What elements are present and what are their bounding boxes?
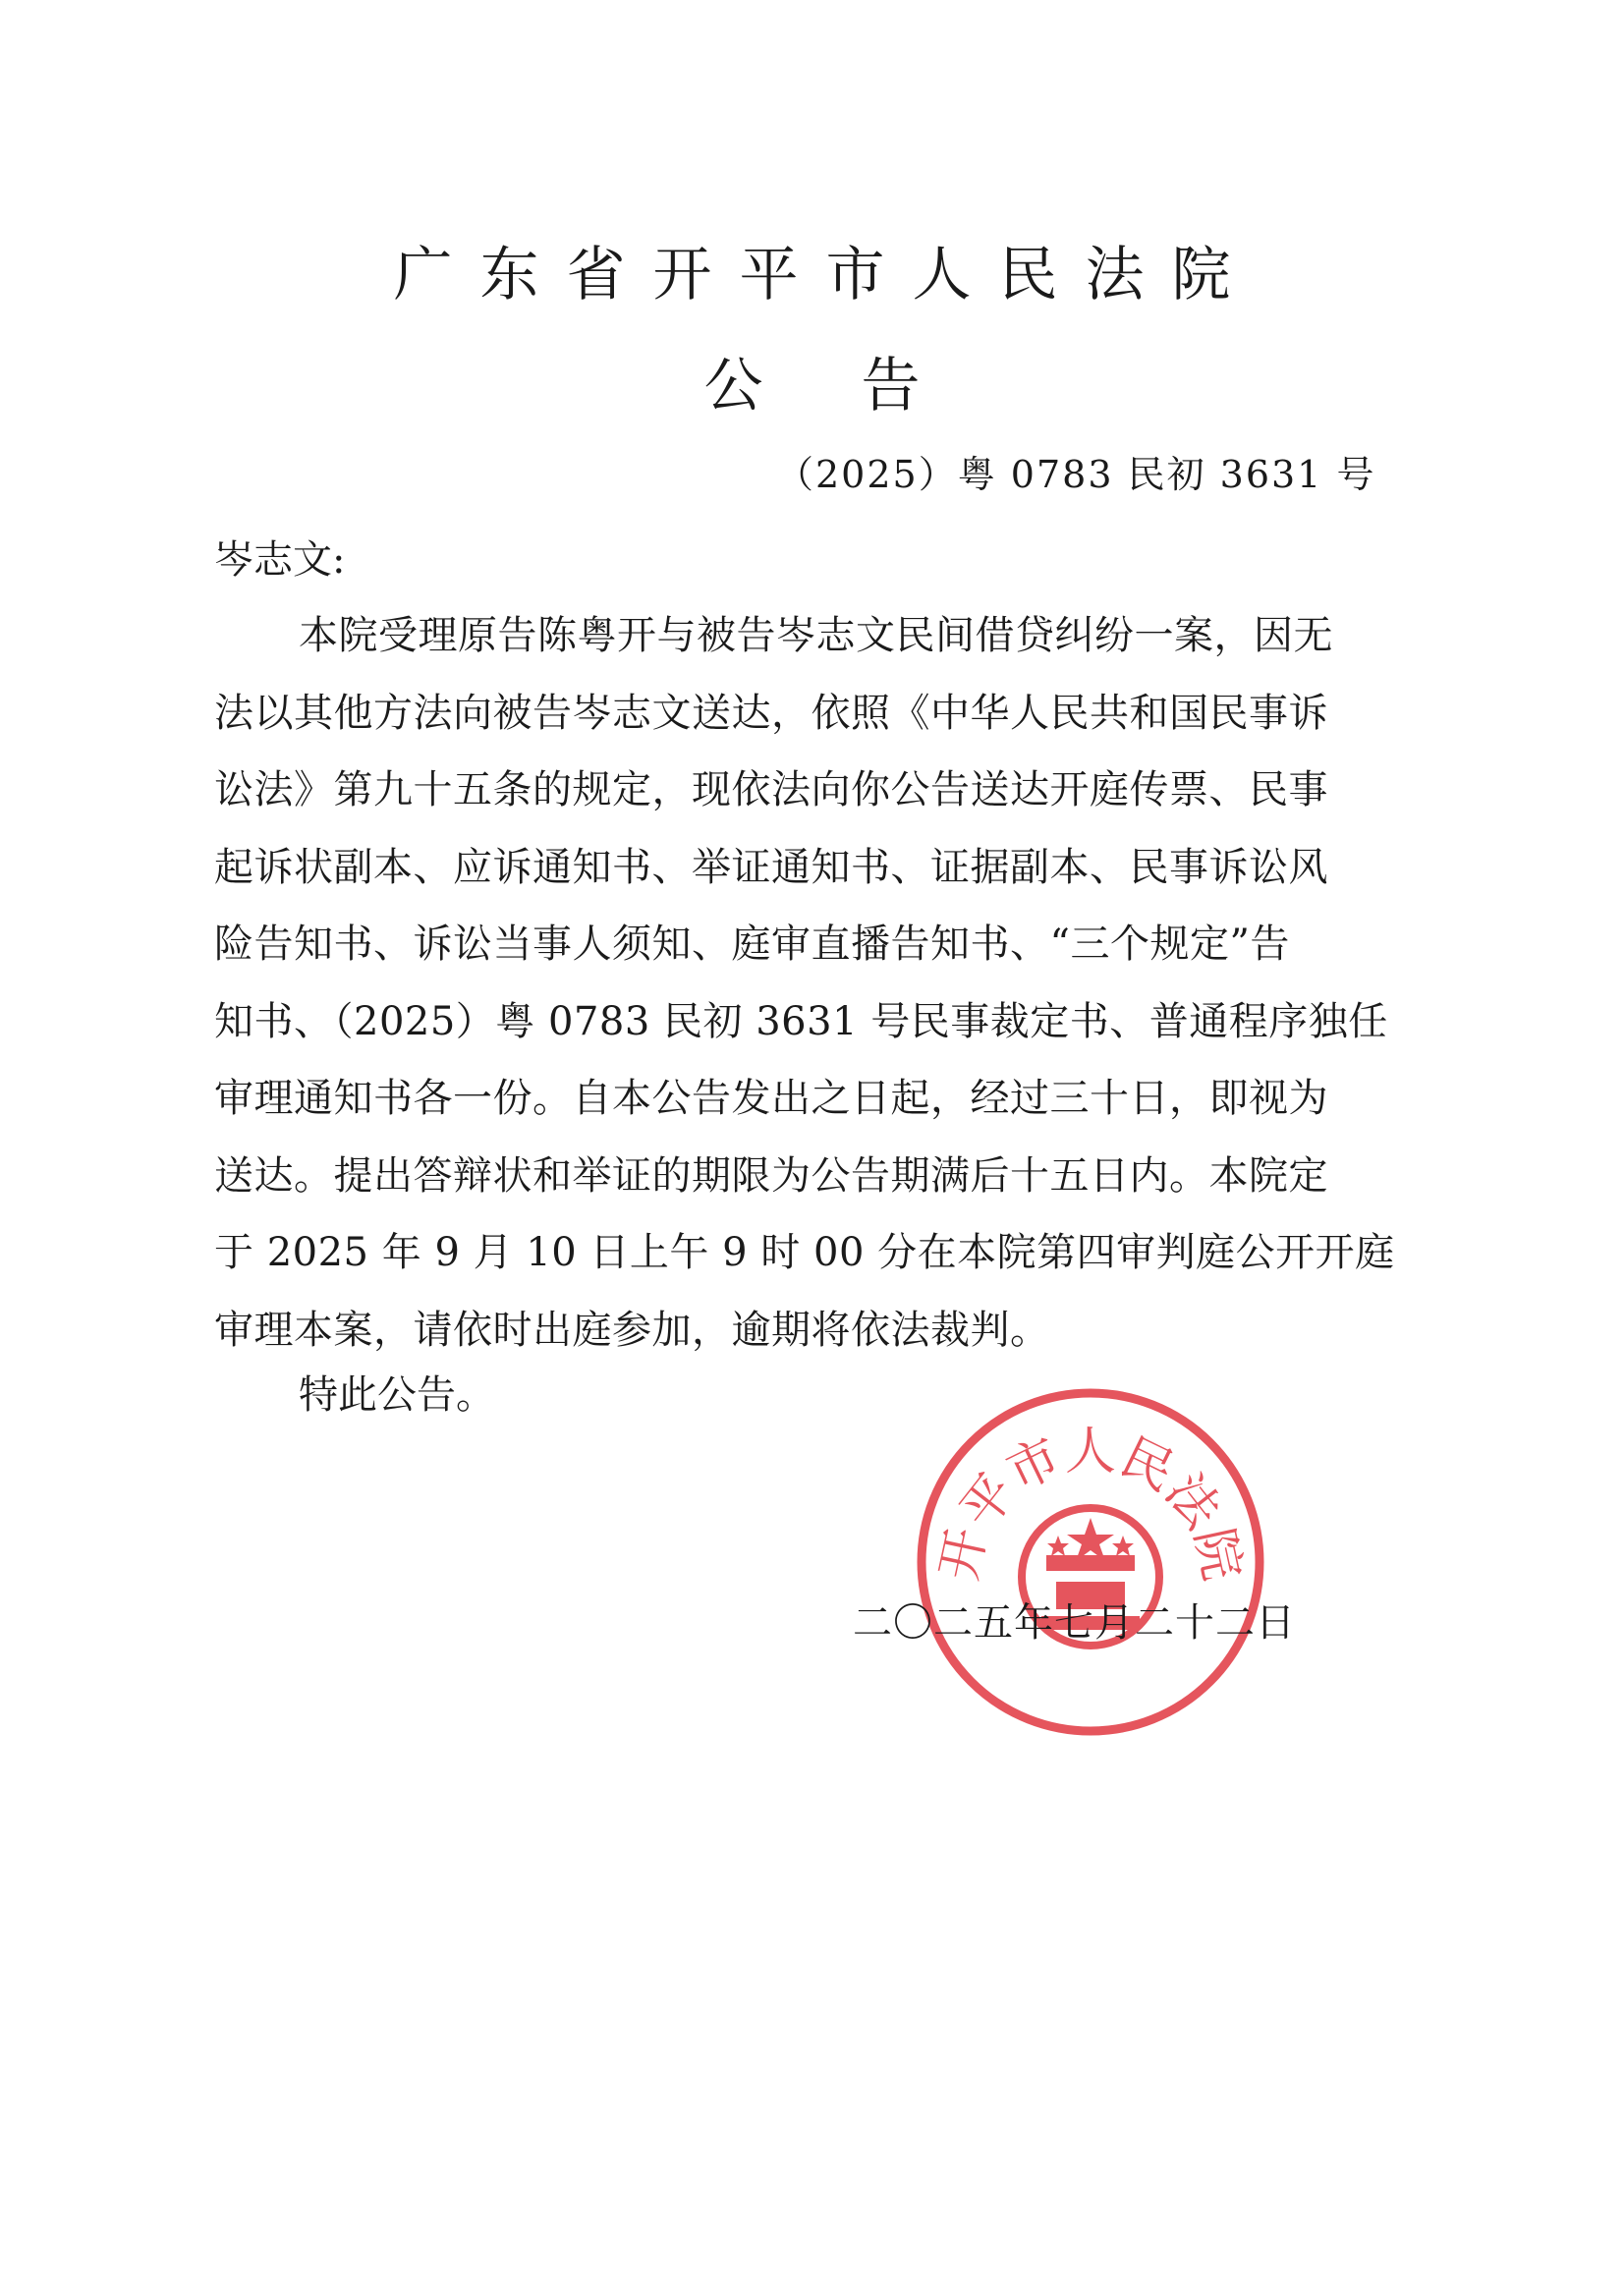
- court-name: 广东省开平市人民法院: [393, 241, 1259, 309]
- document-title: 公告: [703, 352, 1019, 420]
- seal-text: 开平市人民法院: [929, 1422, 1252, 1586]
- notice-body: [214, 597, 1423, 1369]
- body-line: 险告知书、诉讼当事人须知、庭审直播告知书、“三个规定”告: [214, 922, 1290, 967]
- addressee: 岑志文:: [214, 537, 346, 583]
- case-number: （2025）粤 0783 民初 3631 号: [776, 453, 1376, 496]
- body-line: 本院受理原告陈粤开与被告岑志文民间借贷纠纷一案，因无: [299, 613, 1333, 658]
- issue-date: 二〇二五年七月二十二日: [853, 1600, 1296, 1646]
- court-seal: [909, 1380, 1272, 1744]
- body-line: 讼法》第九十五条的规定，现依法向你公告送达开庭传票、民事: [214, 767, 1328, 812]
- body-line: 知书、（2025）粤 0783 民初 3631 号民事裁定书、普通程序独任: [214, 998, 1388, 1044]
- body-line: 送达。提出答辩状和举证的期限为公告期满后十五日内。本院定: [214, 1152, 1328, 1199]
- body-line: 审理通知书各一份。自本公告发出之日起，经过三十日，即视为: [214, 1076, 1328, 1121]
- body-line: 法以其他方法向被告岑志文送达，依照《中华人民共和国民事诉: [214, 690, 1328, 736]
- body-line: 起诉状副本、应诉通知书、举证通知书、证据副本、民事诉讼风: [214, 844, 1328, 890]
- body-line: 于 2025 年 9 月 10 日上午 9 时 00 分在本院第四审判庭公开开庭: [214, 1230, 1395, 1275]
- closing-statement: 特此公告。: [299, 1372, 495, 1418]
- body-line: 审理本案，请依时出庭参加，逾期将依法裁判。: [214, 1307, 1050, 1353]
